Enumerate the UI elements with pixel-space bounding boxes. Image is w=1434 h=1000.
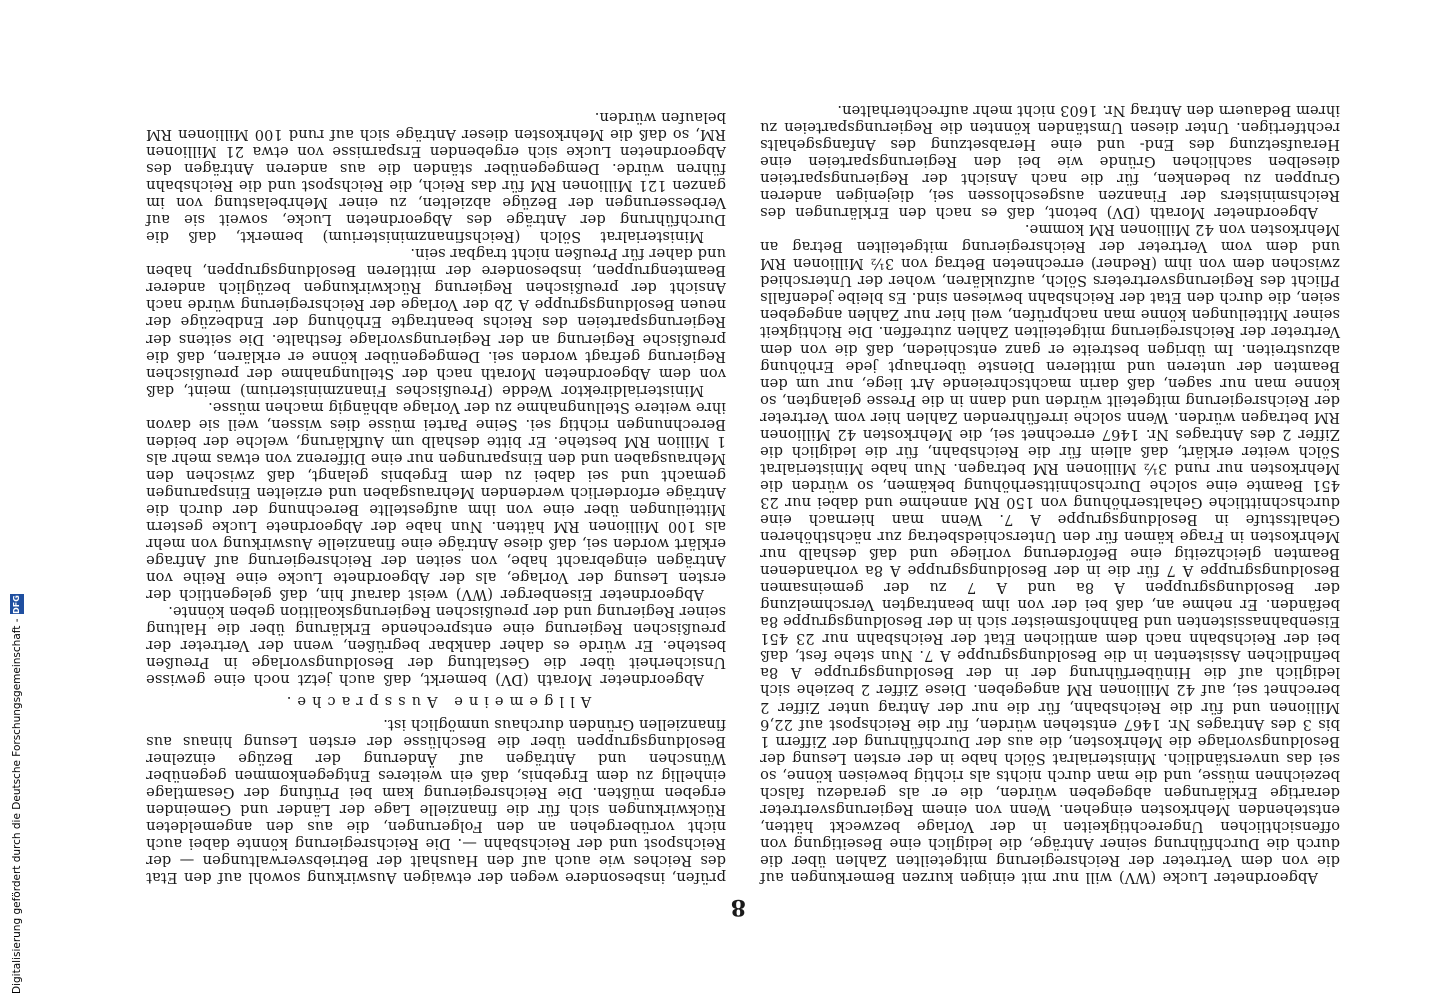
dfg-logo: DFG (10, 594, 24, 614)
rotated-page-content (140, 86, 1340, 920)
section-heading: Allgemeine Aussprache. (280, 692, 592, 710)
paragraph-continuation: prüfen, insbesondere wegen der etwaigen Auswirkung sowohl auf den Etat des Reiches wie auch auf den Haushalt der Betriebsverwaltungen — der Reichspost und der Reichsbahn —. Die Reichsregierung könnte dabei auch nicht vorübergehen an den Folgerungen, die aus den angemeldeten Rückwirkungen sich für die finanzielle Lage der Länder und Gemeinden ergeben müßten. Die Reichsregierung kam bei Prüfung der Gesamtlage einhellig zu dem Ergebnis, daß ein weiteres Entgegenkommen gegenüber Wünschen und Anträgen auf Änderung der Bezüge einzelner Besoldungsgruppen über die Beschlüsse der ersten Lesung hinaus aus finanziellen Gründen durchaus unmöglich ist. (146, 715, 726, 886)
paragraph-morath: Abgeordneter Morath (DV) bemerkt, daß auch jetzt noch eine gewisse Unsicherheit über die Gestaltung der Besoldungsvorlage in Preußen bestehe. Er würde es daher dankbar begrüßen, wenn der Vertreter der preußischen Regierung eine entsprechende Erklärung über die Haltung seiner Regierung und der preußischen Regierungskoalition geben könnte. (146, 603, 726, 689)
credit-text: Digitalisierung gefördert durch die Deutsche Forschungsgemeinschaft - (11, 618, 23, 994)
right-text-column (146, 109, 726, 886)
left-text-column (760, 102, 1340, 886)
paragraph-morath-2: Abgeordneter Morath (DV) betont, daß es nach den Erklärungen des Reichsministers der Finanzen ausgeschlossen sei, diejenigen anderen Gruppen zu bedenken, für die nach Ansicht der Regierungsparteien dieselben sachlichen Gründe wie bei den Regierungsparteien eine Heraufsetzung des End- und eine Herabsetzung des Anfangsgehalts rechtfertigen. Unter diesen Umständen könnten die Regierungsparteien zu ihrem Bedauern den Antrag Nr. 1603 nicht mehr aufrechterhalten. (760, 101, 1340, 222)
paragraph-eisenberger: Abgeordneter Eisenberger (WV) weist darauf hin, daß gelegentlich der ersten Lesung der Vorlage, als der Abgeordnete Lucke eine Reihe von Anträgen eingebracht habe, von seiten der Reichsregierung auf Anfrage erklärt worden sei, daß diese Anträge eine finanzielle Auswirkung von mehr als 100 Millionen RM hätten. Nun habe der Abgeordnete Lucke gestern Mitteilungen über eine von ihm aufgestellte Berechnung der durch die Anträge erforderlich werdenden Mehrausgaben und erzielten Einsparungen gemacht und sei dabei zu dem Ergebnis gelangt, daß zwischen den Mehrausgaben und den Einsparungen nur eine Differenz von etwas mehr als 1 Million RM bestehe. Er bitte deshalb um Aufklärung, welche der beiden Berechnungen richtig sei. Seine Partei müsse dies wissen, weil sie davon ihre weitere Stellungnahme zu der Vorlage abhängig machen müsse. (146, 398, 726, 604)
paragraph-lucke: Abgeordneter Lucke (WV) will nur mit einigen kurzen Bemerkungen auf die von dem Vertreter der Reichsregierung mitgeteilten Zahlen über die durch die Durchführung seiner Anträge, die lediglich eine Beseitigung von offensichtlichen Ungerechtigkeiten in der Vorlage bezweckt hätten, entstehenden Mehrkosten eingehen. Wenn von einem Regierungsvertreter derartige Erklärungen abgegeben würden, die er als geradezu falsch bezeichnen müsse, und die man durch nichts als richtig beweisen könne, so sei das unverständlich. Ministerialrat Sölch habe in der ersten Lesung der Besoldungsvorlage die Mehrkosten, die aus der Durchführung der Ziffern 1 bis 3 des Antrages Nr. 1467 entstehen würden, für die Reichspost auf 22,6 Millionen und für die Reichsbahn, für die nur der Antrag unter Ziffer 2 berechnet sei, auf 42 Millionen RM angegeben. Diese Ziffer 2 beziehe sich lediglich auf die Hinüberführung der in der Besoldungsgruppe A 8a befindlichen Assistenten in die Besoldungsgruppe A 7. Nun stehe fest, daß bei der Reichsbahn nach dem amtlichen Etat der Reichsbahn nur 23 451 Eisenbahnassistenten und Bahnhofsmeister sich in der Besoldungsgruppe 8a befänden. Er nehme an, daß bei der von ihm beantragten Verschmelzung der Besoldungsgruppen A 8a und A 7 zu der gemeinsamen Besoldungsgruppe A 7 für die in der Besoldungsgruppe A 8a vorhandenen Beamten gleichzeitig eine Beförderung vorliege und daß deshalb nur Mehrkosten in Frage kämen für den Unterschiedsbetrag zur nächsthöheren Gehaltsstufe in Besoldungsgruppe A 7. Wenn man hiernach eine durchschnittliche Gehaltserhöhung von 150 RM annehme und dabei nur 23 451 Beamte eine solche Durchschnittserhöhung bekämen, so würden die Mehrkosten nur rund 3½ Millionen RM betragen. Nun habe Ministerialrat Sölch weiter erklärt, daß allein für die Reichsbahn, für die lediglich die Ziffer 2 des Antrages Nr. 1467 errechnet sei, die Mehrkosten 42 Millionen RM betragen würden. Wenn solche irreführenden Zahlen hier vom Vertreter der Reichsregierung mitgeteilt würden und dann in die Presse gelangten, so könne man nur sagen, daß darin machtschreiende Art liege, nur um den Beamten der unteren und mittleren Dienste überhaupt jede Erhöhung abzustreiten. Im übrigen bestreite er ganz entschieden, daß die von dem Vertreter der Reichsregierung mitgeteilten Zahlen zutreffen. Die Richtigkeit seiner Mitteilungen könne man nachprüfen, weil hier nur Zahlen angegeben seien, die durch den Etat der Reichsbahn bewiesen sind. Es bleibe jedenfalls Pflicht des Regierungsvertreters Sölch, aufzuklären, woher der Unterschied zwischen dem von ihm (Redner) errechneten Betrag von 3½ Millionen RM und dem vom Vertreter der Reichsregierung mitgeteilten Betrag an Mehrkosten von 42 Millionen RM komme. (760, 221, 1340, 886)
paragraph-soelch: Ministerialrat Sölch (Reichsfinanzministerium) bemerkt, daß die Durchführung der Anträge des Abgeordneten Lucke, soweit sie auf Verbesserungen der Bezüge abzielten, zu einer Mehrbelastung von im ganzen 121 Millionen RM für das Reich, die Reichspost und die Reichsbahn führen würde. Demgegenüber ständen die aus anderen Anträgen des Abgeordneten Lucke sich ergebenden Ersparnisse von etwa 21 Millionen RM, so daß die Mehrkosten dieser Anträge sich auf rund 100 Millionen RM belaufen würden. (146, 108, 726, 246)
paragraph-wedde: Ministerialdirektor Wedde (Preußisches Finanzministerium) meint, daß von dem Abgeordneten Morath nach der Stellungnahme der preußischen Regierung gefragt worden sei. Demgegenüber könne er erklären, daß die preußische Regierung an der Regierungsvorlage festhalte. Die seitens der Regierungsparteien des Reichs beantragte Erhöhung der Endbezüge der neuen Besoldungsgruppe A 2b der Vorlage der Reichsregierung würde nach Ansicht der preußischen Regierung Rückwirkungen bezüglich anderer Beamtengruppen, insbesondere der mittleren Besoldungsgruppen, haben und daher für Preußen nicht tragbar sein. (146, 245, 726, 399)
digitization-credit (10, 4, 24, 994)
page-number: 8 (730, 894, 746, 920)
